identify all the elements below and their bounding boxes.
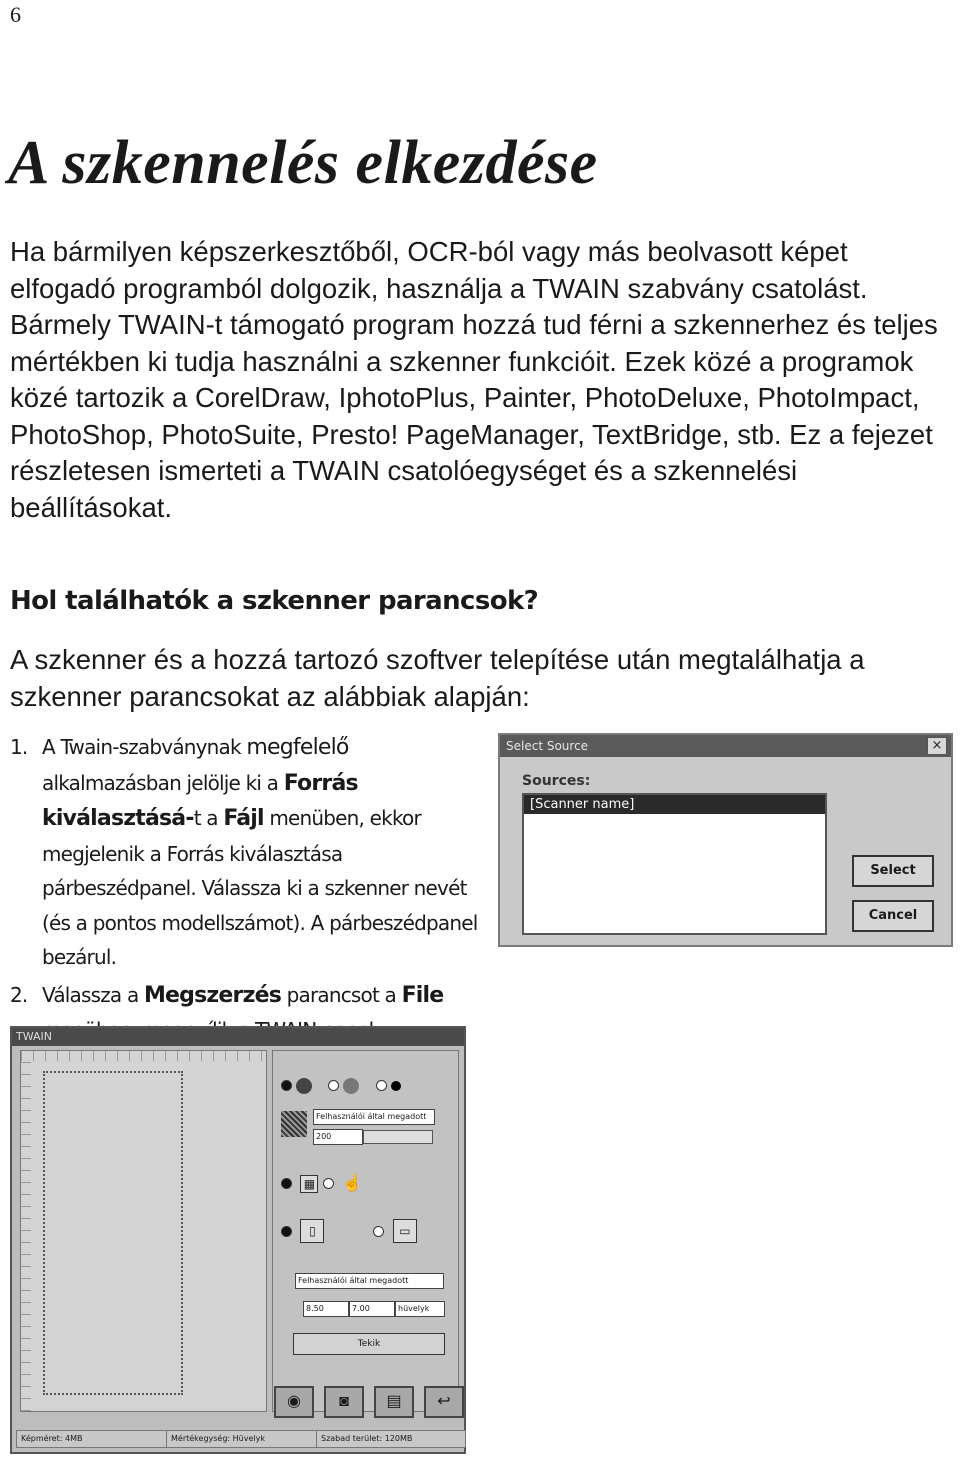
image-type-options <box>281 1077 413 1095</box>
step-text: t a <box>193 806 224 830</box>
help-book-icon[interactable]: ▤ <box>374 1386 414 1418</box>
status-image-size: Képméret: 4MB <box>16 1430 167 1448</box>
height-field[interactable]: 7.00 <box>349 1301 395 1317</box>
bw-radio[interactable] <box>376 1080 387 1091</box>
menu-name: File <box>401 982 444 1008</box>
portrait-icon: ▯ <box>300 1219 324 1243</box>
dialog-title: Select Source <box>506 739 589 753</box>
step-text: menüben, ekkor megjelenik a Forrás kiválasztása párbeszédpanel. Válassza ki a szkenner nevét (és a pontos modellszámot). A párbeszédpanel bezárul. <box>42 806 478 969</box>
resolution-slider[interactable] <box>363 1130 433 1144</box>
section-heading: Hol találhatók a szkenner parancsok? <box>10 586 539 616</box>
step-text: alkalmazásban jelölje ki a <box>42 770 284 795</box>
steps-list <box>10 730 490 1048</box>
sources-list[interactable] <box>522 793 827 935</box>
width-field[interactable]: 8.50 <box>303 1301 349 1317</box>
preview-icon[interactable]: ◉ <box>274 1386 314 1418</box>
twain-titlebar: TWAIN <box>12 1028 464 1046</box>
step-1 <box>10 730 490 975</box>
step-text: Válassza a <box>42 982 144 1007</box>
unit-dropdown[interactable]: hüvelyk <box>395 1301 445 1317</box>
option-radio[interactable] <box>281 1178 292 1189</box>
orientation-radio[interactable] <box>373 1226 384 1237</box>
section-paragraph: A szkenner és a hozzá tartozó szoftver telepítése után megtalálhatja a szkenner parancsokat az alábbiak alapján: <box>10 644 865 712</box>
resolution-value-field[interactable]: 200 <box>313 1129 363 1145</box>
intro-paragraph: Ha bármilyen képszerkesztőből, OCR-ból vagy más beolvasott képet elfogadó programból dolgozik, használja a TWAIN szabvány csatolást. Bármely TWAIN-t támogató program hozzá tud férni a szkennerhez és teljes mértékben ki tudja használni a szkenner funkcióit. Ezek közé a programok közé tartozik a CorelDraw, IphotoPlus, Painter, PhotoDeluxe, PhotoImpact, PhotoShop, PhotoSuite, Presto! PageManager, TextBridge, stb. Ez a fejezet részletesen ismerteti a TWAIN csatolóegységet és a szkennelési beállításokat. <box>10 236 938 523</box>
status-free-space: Szabad terület: 120MB <box>316 1430 466 1448</box>
adjust-icon: ▦ <box>300 1175 318 1193</box>
step-text: A Twain-szabványnak <box>42 735 247 759</box>
dialog-titlebar <box>500 735 951 757</box>
vertical-ruler <box>21 1051 31 1411</box>
step-text: parancsot a <box>281 982 402 1007</box>
exit-icon[interactable]: ↩ <box>424 1386 464 1418</box>
sources-label: Sources: <box>522 773 591 789</box>
adjust-options <box>281 1173 362 1193</box>
scan-button[interactable]: Tekik <box>293 1333 445 1355</box>
menu-name: Fájl <box>223 806 264 831</box>
color-icon <box>296 1078 312 1094</box>
cancel-button[interactable]: Cancel <box>852 900 934 932</box>
scan-icon[interactable]: ◙ <box>324 1386 364 1418</box>
step-number: 2. <box>10 982 28 1007</box>
scan-area-selection[interactable] <box>43 1071 183 1395</box>
step-number: 1. <box>10 735 28 759</box>
list-item[interactable]: [Scanner name] <box>524 795 825 814</box>
menu-command: Megszerzés <box>143 982 282 1008</box>
page-title: A szkennelés elkezdése <box>8 129 598 197</box>
option-radio[interactable] <box>323 1178 334 1189</box>
status-unit: Mértékegység: Hüvelyk <box>166 1430 317 1448</box>
gray-radio[interactable] <box>328 1080 339 1091</box>
page-number: 6 <box>10 2 21 27</box>
resolution-dropdown[interactable]: Felhasználói által megadott <box>313 1109 435 1125</box>
close-icon[interactable]: × <box>927 737 947 755</box>
orientation-radio[interactable] <box>281 1226 292 1237</box>
preview-area[interactable] <box>20 1050 267 1412</box>
twain-panel <box>10 1026 466 1454</box>
landscape-icon: ▭ <box>393 1219 417 1243</box>
orientation-options <box>281 1219 417 1243</box>
select-source-dialog <box>498 733 953 947</box>
color-radio[interactable] <box>281 1080 292 1091</box>
status-bar <box>16 1430 460 1448</box>
grayscale-icon <box>343 1078 359 1094</box>
horizontal-ruler <box>21 1051 266 1061</box>
hand-icon: ☝ <box>342 1175 363 1192</box>
black-white-icon <box>391 1081 401 1091</box>
menu-command: Forrás kiválasztásá- <box>42 770 358 831</box>
size-dropdown[interactable]: Felhasználói által megadott <box>295 1273 444 1289</box>
texture-icon <box>281 1111 307 1137</box>
settings-panel <box>272 1050 459 1412</box>
select-button[interactable]: Select <box>852 855 934 887</box>
step-text: megfelelő <box>246 735 349 760</box>
